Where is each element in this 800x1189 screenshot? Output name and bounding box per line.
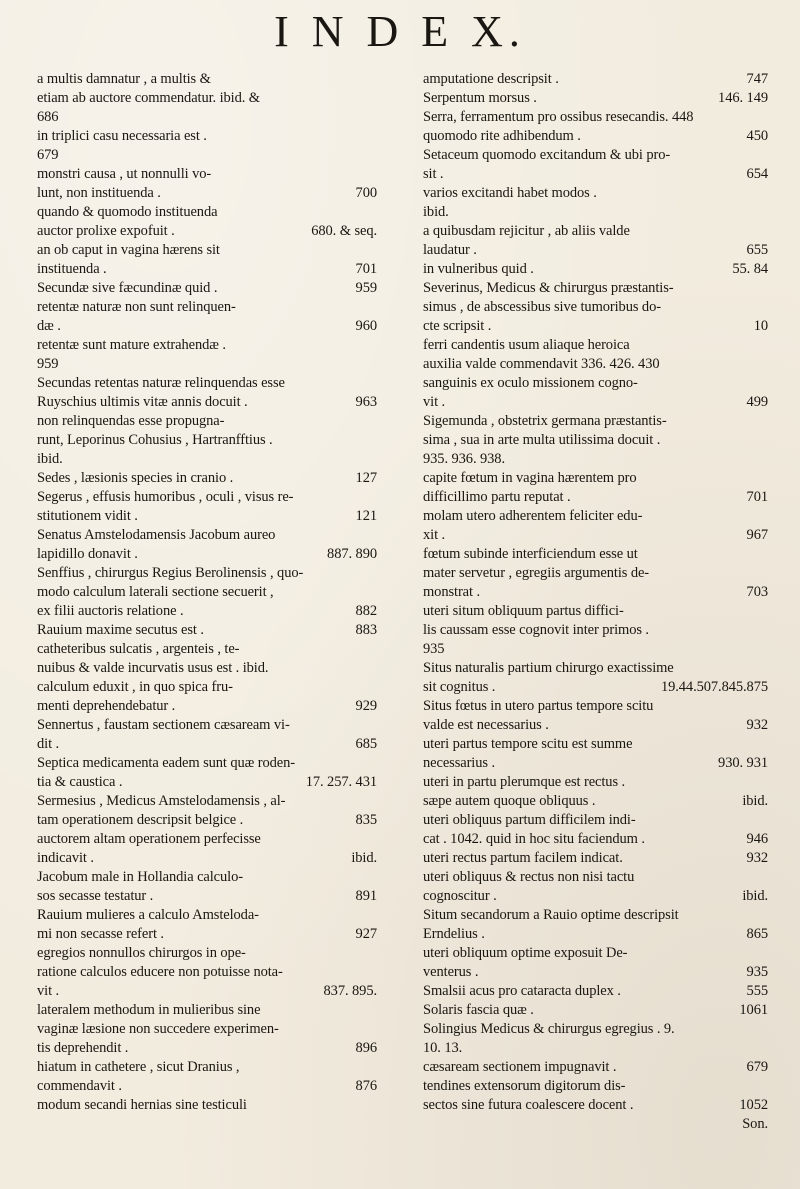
index-line xyxy=(37,982,377,1001)
index-line xyxy=(423,963,768,982)
index-line xyxy=(37,773,377,792)
index-line xyxy=(423,431,768,450)
index-line xyxy=(37,89,377,108)
index-text: ferri candentis usum aliaque heroica xyxy=(423,337,630,353)
index-text: a multis damnatur , a multis & xyxy=(37,71,211,87)
index-line xyxy=(423,697,768,716)
page-reference: 887. 890 xyxy=(327,546,377,562)
index-line xyxy=(37,545,377,564)
index-line xyxy=(423,811,768,830)
left-column xyxy=(37,70,377,1115)
index-line xyxy=(423,89,768,108)
page-reference: 891 xyxy=(355,888,377,904)
index-line xyxy=(423,906,768,925)
index-line xyxy=(37,469,377,488)
index-text: menti deprehendebatur . xyxy=(37,698,176,714)
index-line xyxy=(423,659,768,678)
index-line xyxy=(423,602,768,621)
page-reference: ibid. xyxy=(742,888,768,904)
index-line xyxy=(423,241,768,260)
right-column xyxy=(423,70,768,1134)
index-text: lateralem methodum in mulieribus sine xyxy=(37,1002,261,1018)
page-reference: 19.44.507.845.875 xyxy=(660,679,768,695)
index-text: vit . xyxy=(423,394,446,410)
index-text: laudatur . xyxy=(423,242,477,258)
index-line xyxy=(423,260,768,279)
index-text: monstri causa , ut nonnulli vo- xyxy=(37,166,212,182)
index-text: Jacobum male in Hollandia calculo- xyxy=(37,869,243,885)
index-text: Situm secandorum a Rauio optime descripsit xyxy=(423,907,679,923)
index-text: in triplici casu necessaria est . xyxy=(37,128,207,144)
index-line xyxy=(37,431,377,450)
index-line xyxy=(37,279,377,298)
index-line xyxy=(37,868,377,887)
index-line xyxy=(423,450,768,469)
index-text: varios excitandi habet modos . xyxy=(423,185,597,201)
index-line xyxy=(37,1039,377,1058)
index-text: egregios nonnullos chirurgos in ope- xyxy=(37,945,246,961)
page-reference: 121 xyxy=(355,508,377,524)
page-reference: 655 xyxy=(746,242,768,258)
index-text: Setaceum quomodo excitandum & ubi pro- xyxy=(423,147,671,163)
index-line xyxy=(423,735,768,754)
index-line xyxy=(37,203,377,222)
index-text: tendines extensorum digitorum dis- xyxy=(423,1078,626,1094)
index-line xyxy=(37,906,377,925)
index-text: auctorem altam operationem perfecisse xyxy=(37,831,261,847)
index-line xyxy=(423,1001,768,1020)
index-line xyxy=(423,526,768,545)
page-reference: 555 xyxy=(746,983,768,999)
index-line xyxy=(37,450,377,469)
index-text: catheteribus sulcatis , argenteis , te- xyxy=(37,641,240,657)
index-line xyxy=(37,184,377,203)
index-line xyxy=(423,355,768,374)
index-text: Serpentum morsus . xyxy=(423,90,537,106)
index-text: vaginæ læsione non succedere experimen- xyxy=(37,1021,279,1037)
index-line xyxy=(423,678,768,697)
index-text: mi non secasse refert . xyxy=(37,926,164,942)
index-line xyxy=(37,336,377,355)
index-text: auxilia valde commendavit 336. 426. 430 xyxy=(423,356,660,372)
index-text: Rauium maxime secutus est . xyxy=(37,622,204,638)
index-line xyxy=(37,659,377,678)
index-line xyxy=(423,621,768,640)
index-line xyxy=(37,507,377,526)
index-line xyxy=(37,222,377,241)
index-text: valde est necessarius . xyxy=(423,717,549,733)
index-text: an ob caput in vagina hærens sit xyxy=(37,242,220,258)
page-reference: 55. 84 xyxy=(732,261,768,277)
index-line xyxy=(37,317,377,336)
page-reference: Son. xyxy=(742,1116,768,1132)
index-line xyxy=(37,298,377,317)
index-text: Secundas retentas naturæ relinquendas esse xyxy=(37,375,285,391)
index-line xyxy=(423,1039,768,1058)
index-text: cat . 1042. quid in hoc situ faciendum . xyxy=(423,831,645,847)
index-line xyxy=(423,393,768,412)
index-line xyxy=(423,545,768,564)
index-text: modum secandi hernias sine testiculi xyxy=(37,1097,247,1113)
index-line xyxy=(423,317,768,336)
index-text: etiam ab auctore commendatur. ibid. & xyxy=(37,90,260,106)
index-text: lis caussam esse cognovit inter primos . xyxy=(423,622,649,638)
index-text: cæsaream sectionem impugnavit . xyxy=(423,1059,617,1075)
index-line xyxy=(37,412,377,431)
index-text: Situs naturalis partium chirurgo exactissime xyxy=(423,660,674,676)
index-text: indicavit . xyxy=(37,850,94,866)
page-reference: 701 xyxy=(746,489,768,505)
index-text: sæpe autem quoque obliquus . xyxy=(423,793,596,809)
index-text: Ruyschius ultimis vitæ annis docuit . xyxy=(37,394,248,410)
index-text: Sedes , læsionis species in cranio . xyxy=(37,470,234,486)
index-line xyxy=(37,1020,377,1039)
page-reference: 17. 257. 431 xyxy=(305,774,377,790)
index-text: simus , de abscessibus sive tumoribus do- xyxy=(423,299,661,315)
page-reference: 865 xyxy=(746,926,768,942)
index-line xyxy=(423,754,768,773)
index-line xyxy=(37,963,377,982)
index-text: Septica medicamenta eadem sunt quæ roden- xyxy=(37,755,296,771)
index-line xyxy=(423,887,768,906)
index-text: retentæ naturæ non sunt relinquen- xyxy=(37,299,236,315)
page-reference: ibid. xyxy=(742,793,768,809)
index-line xyxy=(423,279,768,298)
page-reference: 701 xyxy=(355,261,377,277)
index-text: cognoscitur . xyxy=(423,888,497,904)
page-reference: 932 xyxy=(746,850,768,866)
index-line xyxy=(37,488,377,507)
index-line xyxy=(423,165,768,184)
page-reference: 837. 895. xyxy=(323,983,377,999)
index-text: quomodo rite adhibendum . xyxy=(423,128,581,144)
index-line xyxy=(423,70,768,89)
index-line xyxy=(423,488,768,507)
index-line xyxy=(37,108,377,127)
index-text: quando & quomodo instituenda xyxy=(37,204,218,220)
index-text: Situs fœtus in utero partus tempore scitu xyxy=(423,698,654,714)
index-text: Solingius Medicus & chirurgus egregius . 9. xyxy=(423,1021,675,1037)
page-reference: 876 xyxy=(355,1078,377,1094)
index-text: fœtum subinde interficiendum esse ut xyxy=(423,546,638,562)
index-text: 935. 936. 938. xyxy=(423,451,505,467)
page-reference: 927 xyxy=(355,926,377,942)
index-line xyxy=(423,982,768,1001)
index-line xyxy=(423,184,768,203)
index-header: I N D E X. xyxy=(274,7,526,56)
page-reference: 932 xyxy=(746,717,768,733)
index-line xyxy=(423,222,768,241)
index-text: Rauium mulieres a calculo Amsteloda- xyxy=(37,907,259,923)
index-line xyxy=(423,716,768,735)
index-line xyxy=(423,925,768,944)
index-text: vit . xyxy=(37,983,60,999)
index-line xyxy=(37,754,377,773)
page-reference: 680. & seq. xyxy=(311,223,377,239)
index-line xyxy=(423,1077,768,1096)
index-text: Severinus, Medicus & chirurgus præstantis- xyxy=(423,280,674,296)
index-text: sos secasse testatur . xyxy=(37,888,154,904)
index-text: modo calculum laterali sectione secuerit , xyxy=(37,584,274,600)
index-line xyxy=(37,697,377,716)
index-line xyxy=(423,336,768,355)
index-line xyxy=(37,811,377,830)
index-line xyxy=(37,355,377,374)
index-line xyxy=(423,830,768,849)
index-line xyxy=(37,583,377,602)
index-text: non relinquendas esse propugna- xyxy=(37,413,225,429)
index-text: difficillimo partu reputat . xyxy=(423,489,571,505)
index-text: commendavit . xyxy=(37,1078,122,1094)
index-line xyxy=(37,146,377,165)
index-text: retentæ sunt mature extrahendæ . xyxy=(37,337,226,353)
page-reference: 963 xyxy=(355,394,377,410)
index-text: sit cognitus . xyxy=(423,679,496,695)
index-text: Sermesius , Medicus Amstelodamensis , al- xyxy=(37,793,286,809)
index-line xyxy=(37,260,377,279)
page-reference: 896 xyxy=(355,1040,377,1056)
index-text: amputatione descripsit . xyxy=(423,71,559,87)
index-text: Solaris fascia quæ . xyxy=(423,1002,534,1018)
index-text: Senffius , chirurgus Regius Berolinensis , quo- xyxy=(37,565,304,581)
page-reference: 960 xyxy=(355,318,377,334)
index-text: 959 xyxy=(37,356,59,372)
index-text: molam utero adherentem feliciter edu- xyxy=(423,508,643,524)
index-line xyxy=(423,1115,768,1134)
index-line xyxy=(37,640,377,659)
index-text: sectos sine futura coalescere docent . xyxy=(423,1097,634,1113)
index-text: cte scripsit . xyxy=(423,318,492,334)
index-text: tis deprehendit . xyxy=(37,1040,129,1056)
index-text: sanguinis ex oculo missionem cogno- xyxy=(423,375,638,391)
index-text: uteri obliquum optime exposuit De- xyxy=(423,945,628,961)
index-line xyxy=(37,944,377,963)
index-text: dæ . xyxy=(37,318,61,334)
index-text: Serra, ferramentum pro ossibus resecandis. 448 xyxy=(423,109,694,125)
index-line xyxy=(423,507,768,526)
index-text: venterus . xyxy=(423,964,479,980)
page-reference: ibid. xyxy=(351,850,377,866)
index-text: uteri situm obliquum partus diffici- xyxy=(423,603,624,619)
index-line xyxy=(423,564,768,583)
page-reference: 967 xyxy=(746,527,768,543)
page-reference: 10 xyxy=(753,318,768,334)
index-line xyxy=(37,792,377,811)
index-line xyxy=(423,792,768,811)
index-text: 686 xyxy=(37,109,59,125)
index-text: ex filii auctoris relatione . xyxy=(37,603,184,619)
index-text: Segerus , effusis humoribus , oculi , visus re- xyxy=(37,489,294,505)
index-text: runt, Leporinus Cohusius , Hartranfftius . xyxy=(37,432,273,448)
index-line xyxy=(37,526,377,545)
page-reference: 747 xyxy=(746,71,768,87)
index-text: tam operationem descripsit belgice . xyxy=(37,812,244,828)
index-text: dit . xyxy=(37,736,60,752)
index-line xyxy=(423,298,768,317)
index-text: sima , sua in arte multa utilissima docuit . xyxy=(423,432,661,448)
index-text: in vulneribus quid . xyxy=(423,261,534,277)
page-reference: 929 xyxy=(355,698,377,714)
index-text: auctor prolixe expofuit . xyxy=(37,223,175,239)
index-text: ibid. xyxy=(423,204,449,220)
index-text: Secundæ sive fæcundinæ quid . xyxy=(37,280,218,296)
index-text: calculum eduxit , in quo spica fru- xyxy=(37,679,233,695)
index-text: necessarius . xyxy=(423,755,495,771)
page-reference: 935 xyxy=(746,964,768,980)
page-reference: 685 xyxy=(355,736,377,752)
index-text: uteri obliquus partum difficilem indi- xyxy=(423,812,636,828)
index-line xyxy=(37,830,377,849)
index-text: ibid. xyxy=(37,451,63,467)
index-text: Sigemunda , obstetrix germana præstantis- xyxy=(423,413,667,429)
index-line xyxy=(423,469,768,488)
index-line xyxy=(423,412,768,431)
index-line xyxy=(423,944,768,963)
page-reference: 679 xyxy=(746,1059,768,1075)
index-text: tia & caustica . xyxy=(37,774,123,790)
index-text: 10. 13. xyxy=(423,1040,463,1056)
index-line xyxy=(423,583,768,602)
index-line xyxy=(423,1058,768,1077)
index-text: Smalsii acus pro cataracta duplex . xyxy=(423,983,621,999)
index-line xyxy=(423,640,768,659)
page-reference: 654 xyxy=(746,166,768,182)
index-line xyxy=(37,241,377,260)
index-line xyxy=(423,127,768,146)
index-line xyxy=(37,887,377,906)
index-text: Erndelius . xyxy=(423,926,485,942)
index-line xyxy=(37,735,377,754)
index-text: mater servetur , egregiis argumentis de- xyxy=(423,565,650,581)
index-text: lunt, non instituenda . xyxy=(37,185,161,201)
index-text: 679 xyxy=(37,147,59,163)
index-text: lapidillo donavit . xyxy=(37,546,138,562)
page-reference: 700 xyxy=(355,185,377,201)
page-reference: 882 xyxy=(355,603,377,619)
index-line xyxy=(423,773,768,792)
page-reference: 930. 931 xyxy=(718,755,768,771)
page-reference: 959 xyxy=(355,280,377,296)
index-text: capite fœtum in vagina hærentem pro xyxy=(423,470,637,486)
index-line xyxy=(423,849,768,868)
index-text: stitutionem vidit . xyxy=(37,508,138,524)
index-text: xit . xyxy=(423,527,446,543)
index-line xyxy=(37,602,377,621)
index-text: monstrat . xyxy=(423,584,480,600)
page-reference: 1052 xyxy=(739,1097,768,1113)
index-line xyxy=(37,1077,377,1096)
page-reference: 1061 xyxy=(739,1002,768,1018)
index-line xyxy=(423,1020,768,1039)
index-text: a quibusdam rejicitur , ab aliis valde xyxy=(423,223,630,239)
index-line xyxy=(37,393,377,412)
index-line xyxy=(423,146,768,165)
index-line xyxy=(37,849,377,868)
index-line xyxy=(37,678,377,697)
index-text: uteri partus tempore scitu est summe xyxy=(423,736,633,752)
index-line xyxy=(37,1058,377,1077)
index-line xyxy=(37,165,377,184)
index-text: uteri obliquus & rectus non nisi tactu xyxy=(423,869,635,885)
index-line xyxy=(37,716,377,735)
index-line xyxy=(423,108,768,127)
page-reference: 499 xyxy=(746,394,768,410)
index-text: 935 xyxy=(423,641,445,657)
page-reference: 703 xyxy=(746,584,768,600)
index-line xyxy=(37,925,377,944)
index-text: instituenda . xyxy=(37,261,107,277)
page-reference: 835 xyxy=(355,812,377,828)
index-line xyxy=(423,374,768,393)
index-text: Sennertus , faustam sectionem cæsaream vi- xyxy=(37,717,290,733)
index-line xyxy=(423,1096,768,1115)
index-text: uteri in partu plerumque est rectus . xyxy=(423,774,626,790)
index-line xyxy=(37,127,377,146)
index-line xyxy=(423,203,768,222)
index-text: hiatum in cathetere , sicut Dranius , xyxy=(37,1059,240,1075)
index-line xyxy=(37,1001,377,1020)
index-line xyxy=(37,374,377,393)
page-reference: 146. 149 xyxy=(718,90,768,106)
index-text: sit . xyxy=(423,166,444,182)
index-text: uteri rectus partum facilem indicat. xyxy=(423,850,623,866)
index-line xyxy=(423,868,768,887)
page-reference: 946 xyxy=(746,831,768,847)
index-line xyxy=(37,564,377,583)
page-reference: 450 xyxy=(746,128,768,144)
page-reference: 127 xyxy=(355,470,377,486)
page-reference: 883 xyxy=(355,622,377,638)
index-text: Senatus Amstelodamensis Jacobum aureo xyxy=(37,527,276,543)
index-text: ratione calculos educere non potuisse nota- xyxy=(37,964,283,980)
index-line xyxy=(37,621,377,640)
index-line xyxy=(37,70,377,89)
index-line xyxy=(37,1096,377,1115)
index-text: nuibus & valde incurvatis usus est . ibid. xyxy=(37,660,269,676)
